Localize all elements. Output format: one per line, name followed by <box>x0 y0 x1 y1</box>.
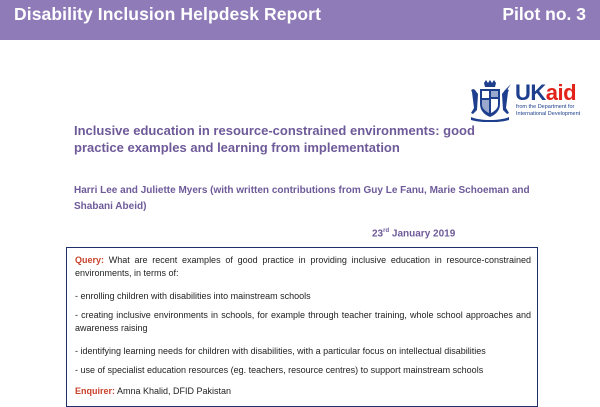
royal-crest-icon <box>468 80 512 122</box>
publication-date <box>372 228 455 239</box>
query-box <box>66 247 538 407</box>
query-item: - enrolling children with disabilities into mainstream schools <box>75 291 311 301</box>
query-label: Query: <box>75 255 105 265</box>
document-title: Inclusive education in resource-constrained environments: good practice examples and learning from implementation <box>74 123 475 155</box>
query-text: What are recent examples of good practice in providing inclusive education in resource-constrained environments, in terms of: <box>75 255 531 278</box>
report-header-bar <box>0 0 600 40</box>
report-series-title: Disability Inclusion Helpdesk Report <box>14 4 321 24</box>
document-authors: Harri Lee and Juliette Myers (with written contributions from Guy Le Fanu, Marie Schoeman and Shabani Abeid) <box>74 185 530 212</box>
query-item: - use of specialist education resources (eg. teachers, resource centres) to support mainstream schools <box>75 365 484 375</box>
dfid-tagline: from the Department for International Development <box>516 104 581 117</box>
date-month-year: January 2019 <box>389 228 456 240</box>
ukaid-uk: UK <box>515 80 546 105</box>
ukaid-wordmark <box>515 82 576 104</box>
enquirer-line <box>75 385 531 398</box>
query-item: - creating inclusive environments in schools, for example through teacher training, whole school approaches and awareness raising <box>75 310 531 333</box>
query-intro <box>75 254 531 280</box>
ukaid-aid: aid <box>545 80 577 105</box>
pilot-number: Pilot no. 3 <box>502 4 586 24</box>
enquirer-value: Amna Khalid, DFID Pakistan <box>115 386 232 396</box>
ukaid-logo <box>468 80 590 124</box>
enquirer-label: Enquirer: <box>75 386 116 396</box>
query-item: - identifying learning needs for children with disabilities, with a particular focus on intellectual disabilities <box>75 346 486 356</box>
date-day: 23 <box>372 228 384 240</box>
date-suffix: rd <box>383 228 390 234</box>
